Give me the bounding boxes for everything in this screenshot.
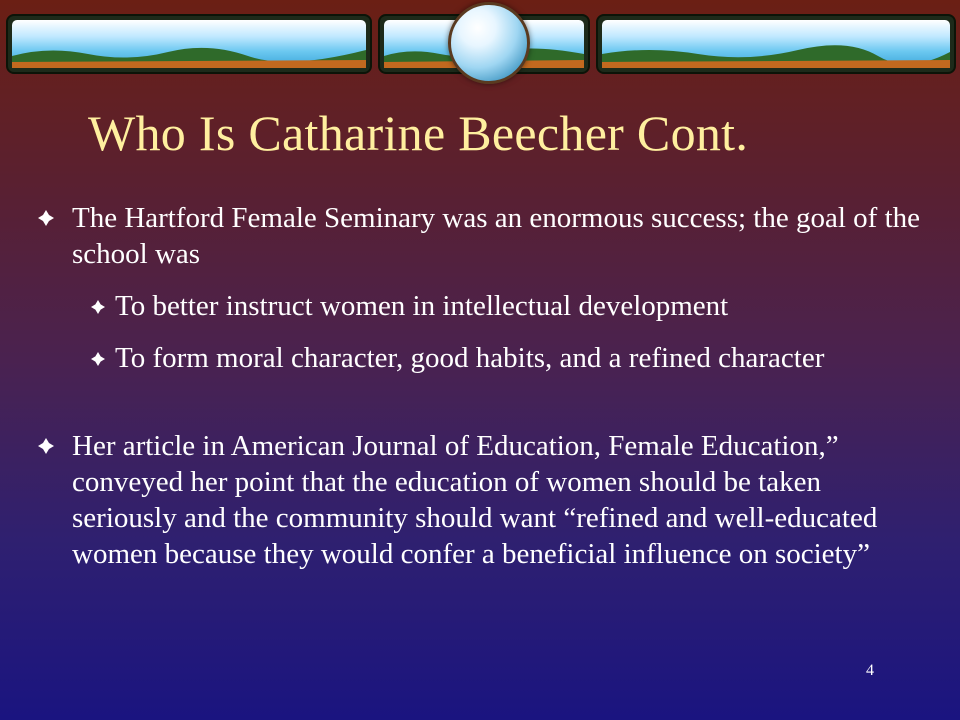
bullet-level2 [115, 340, 935, 376]
banner-panel-left [6, 14, 372, 74]
bullet-text: The Hartford Female Seminary was an enormous success; the goal of the school was [72, 202, 920, 270]
diamond-bullet-icon [91, 300, 105, 314]
bullet-text: Her article in American Journal of Education, Female Education,” conveyed her point that the education of women should be taken seriously and the community should want “refined and well-educated women because they would confer a beneficial influence on society” [72, 430, 878, 570]
bullet-level1 [72, 200, 932, 272]
bullet-level2 [115, 288, 935, 324]
diamond-bullet-icon [38, 438, 54, 454]
bullet-level1 [72, 428, 932, 572]
header-banner [6, 14, 956, 74]
banner-panel-right [596, 14, 956, 74]
bullet-text: To form moral character, good habits, and a refined character [115, 342, 825, 374]
crystal-globe-icon [448, 2, 530, 84]
slide-number: 4 [866, 662, 874, 679]
slide-title: Who Is Catharine Beecher Cont. [88, 105, 749, 161]
bullet-text: To better instruct women in intellectual development [115, 290, 729, 322]
diamond-bullet-icon [91, 352, 105, 366]
diamond-bullet-icon [38, 210, 54, 226]
